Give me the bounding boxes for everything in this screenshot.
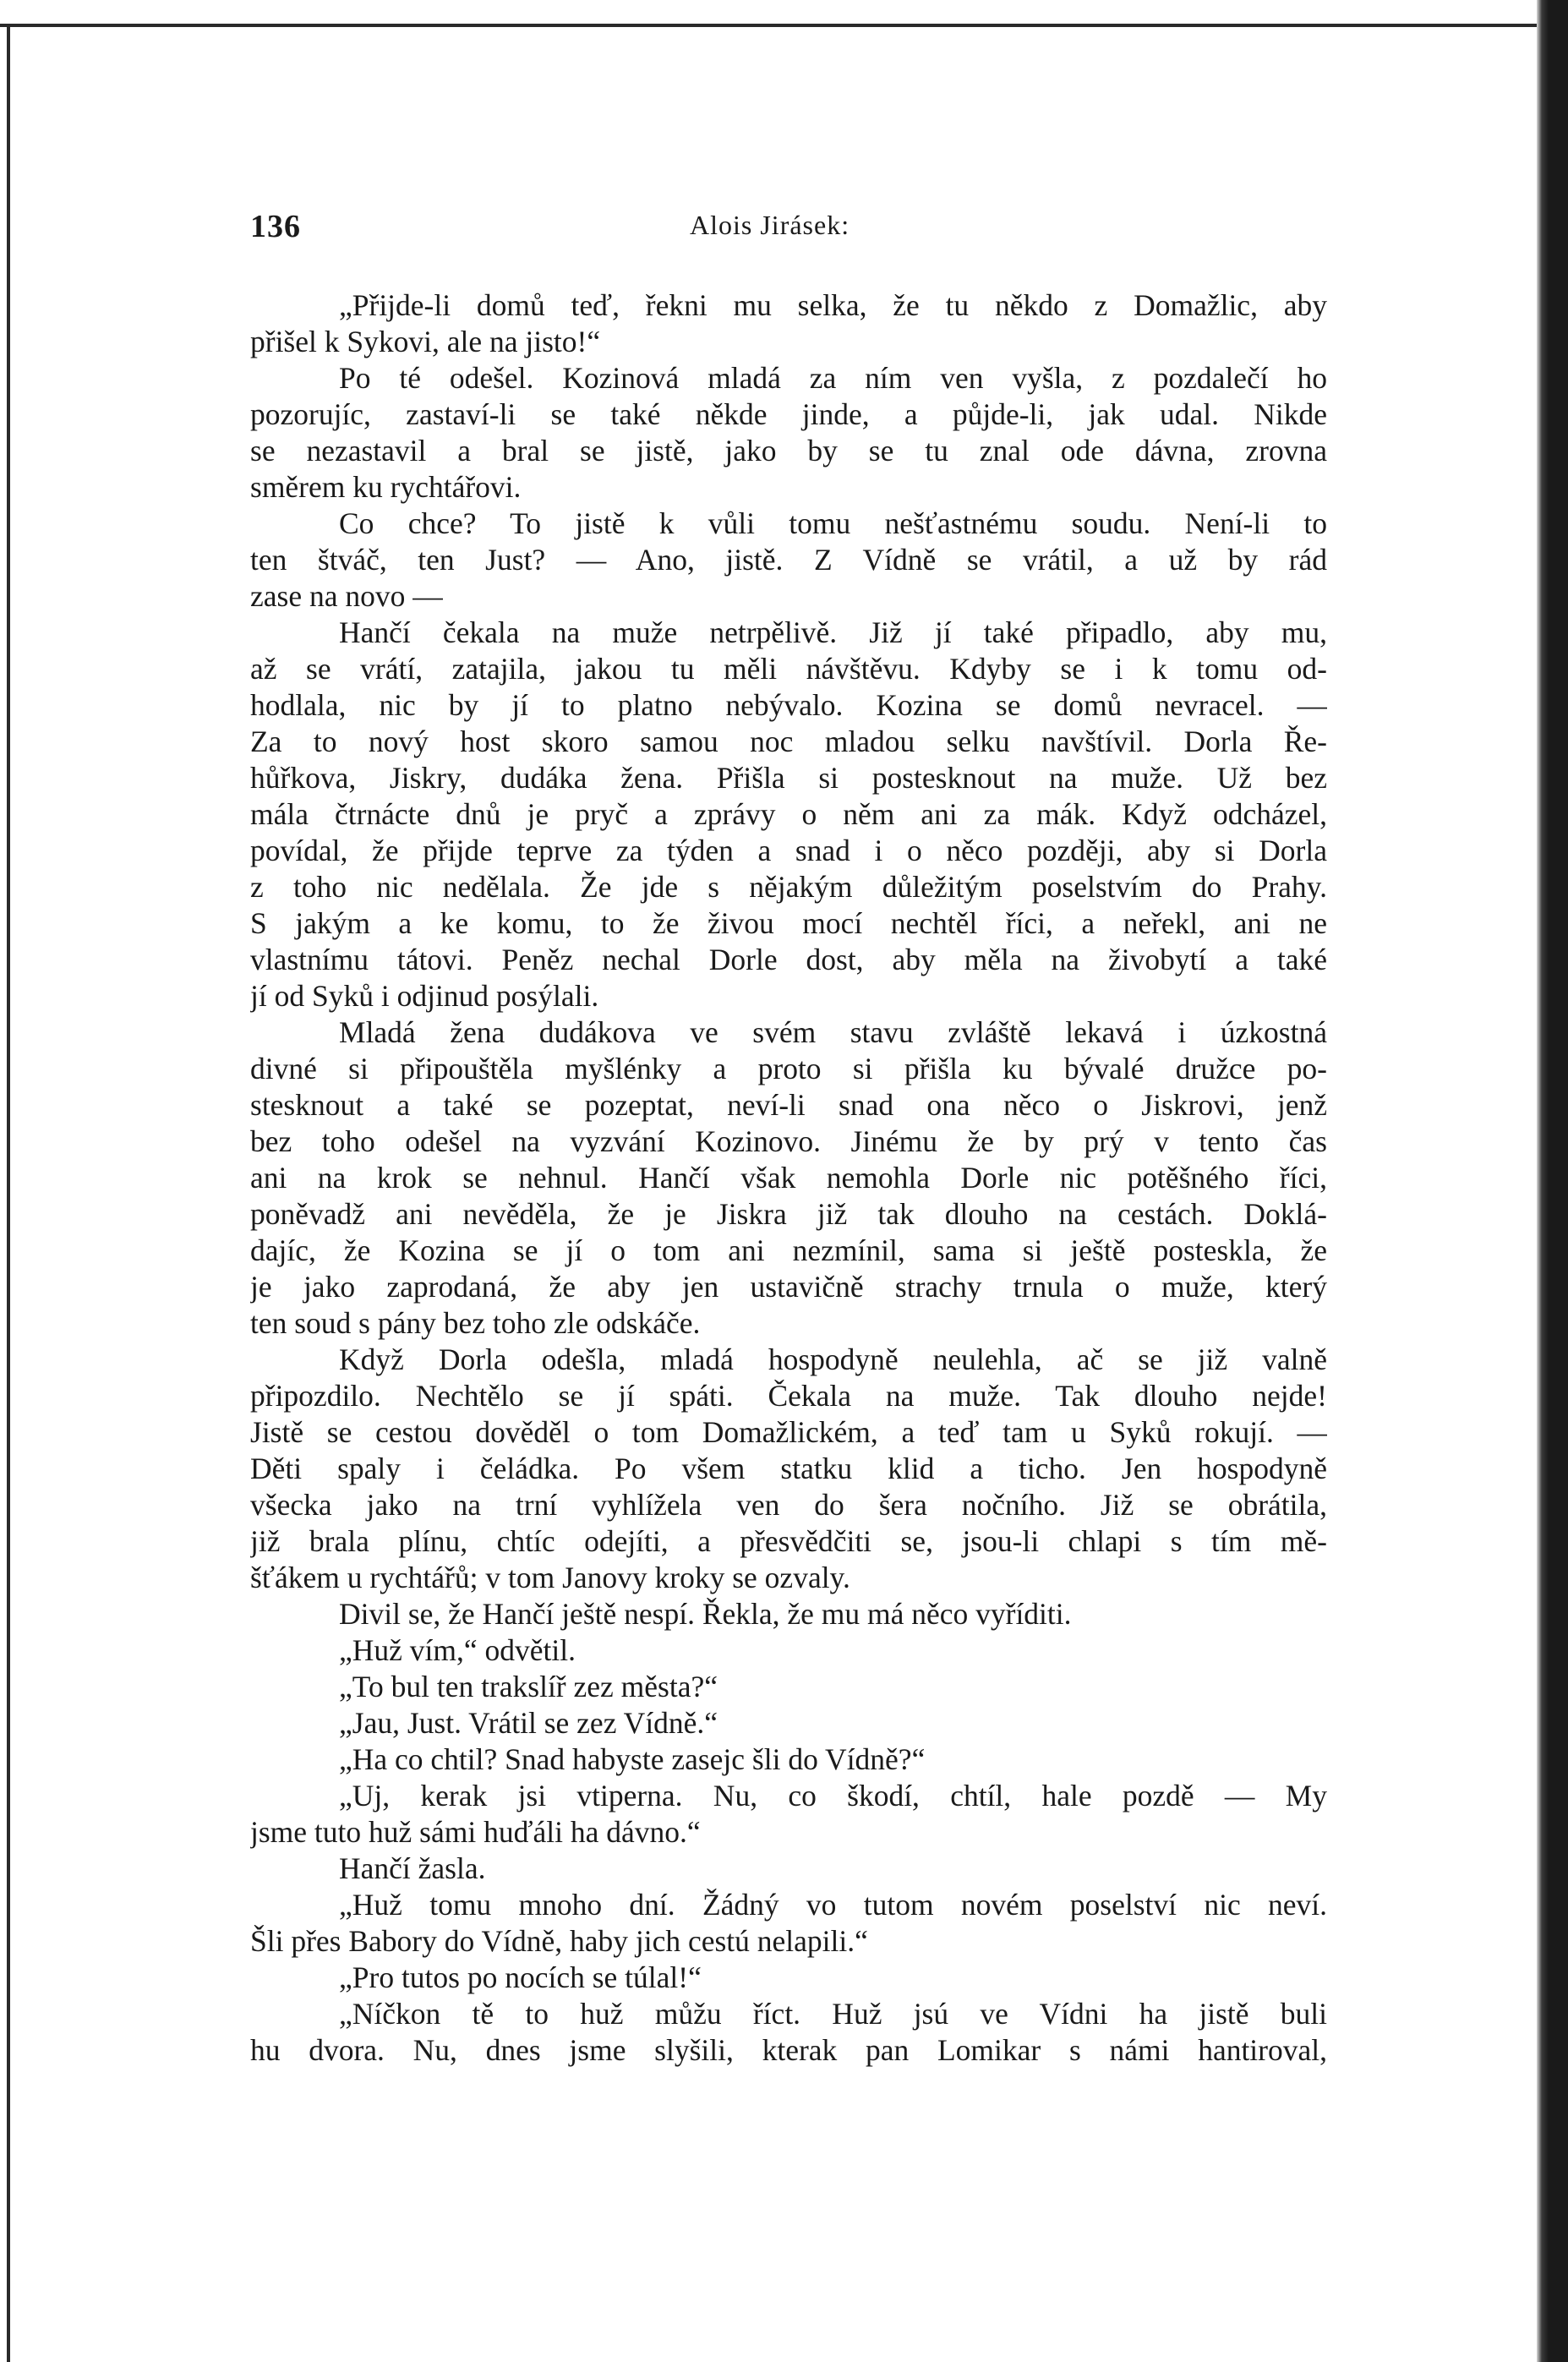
- text-line: pozorujíc, zastaví-li se také někde jinde, a půjde-li, jak udal. Nikde: [250, 397, 1327, 431]
- text-line: „Uj, kerak jsi vtiperna. Nu, co škodí, chtíl, hale pozdě — My: [339, 1779, 1327, 1813]
- text-line: všecka jako na trní vyhlížela ven do šera nočního. Již se obrátila,: [250, 1488, 1327, 1522]
- text-line: Děti spaly i čeládka. Po všem statku klid a ticho. Jen hospodyně: [250, 1452, 1327, 1485]
- text-line: hu dvora. Nu, dnes jsme slyšili, kterak pan Lomikar s námi hantiroval,: [250, 2033, 1327, 2067]
- text-line: jsme tuto huž sámi huďáli ha dávno.“: [250, 1815, 701, 1849]
- text-line: Jistě se cestou dověděl o tom Domažlickém, a teď tam u Syků rokují. —: [250, 1415, 1327, 1449]
- text-line: Za to nový host skoro samou noc mladou selku navštívil. Dorla Ře-: [250, 724, 1327, 758]
- text-line: „Ha co chtil? Snad habyste zasejc šli do Vídně?“: [339, 1742, 926, 1776]
- text-line: Hančí čekala na muže netrpělivě. Již jí také připadlo, aby mu,: [339, 615, 1327, 649]
- text-line: Mladá žena dudákova ve svém stavu zvláště lekavá i úzkostná: [339, 1015, 1327, 1049]
- text-line: směrem ku rychtářovi.: [250, 470, 522, 504]
- text-line: „Přijde-li domů teď, řekni mu selka, že tu někdo z Domažlic, aby: [339, 288, 1327, 322]
- text-line: bez toho odešel na vyzvání Kozinovo. Jinému že by prý v tento čas: [250, 1124, 1327, 1158]
- text-line: vlastnímu tátovi. Peněz nechal Dorle dost, aby měla na živobytí a také: [250, 943, 1327, 976]
- text-line: stesknout a také se pozeptat, neví-li snad ona něco o Jiskrovi, jenž: [250, 1088, 1327, 1122]
- scan-border-left: [7, 24, 10, 2362]
- text-line: z toho nic nedělala. Že jde s nějakým důležitým poselstvím do Prahy.: [250, 870, 1327, 904]
- text-line: hůřkova, Jiskry, dudáka žena. Přišla si postesknout na muže. Už bez: [250, 761, 1327, 795]
- body-text: [250, 287, 1327, 2069]
- text-line: Po té odešel. Kozinová mladá za ním ven vyšla, z pozdalečí ho: [339, 361, 1327, 395]
- text-line: „Huž vím,“ odvětil.: [339, 1633, 576, 1667]
- page-number: 136: [250, 209, 301, 244]
- text-line: až se vrátí, zatajila, jakou tu měli návštěvu. Kdyby se i k tomu od-: [250, 652, 1327, 686]
- text-line: připozdilo. Nechtělo se jí spáti. Čekala na muže. Tak dlouho nejde!: [250, 1379, 1327, 1413]
- text-line: Hančí žasla.: [339, 1851, 486, 1885]
- text-line: mála čtrnácte dnů je pryč a zprávy o něm ani za mák. Když odcházel,: [250, 797, 1327, 831]
- text-line: poněvadž ani nevěděla, že je Jiskra již tak dlouho na cestách. Doklá-: [250, 1197, 1327, 1231]
- text-line: Když Dorla odešla, mladá hospodyně neulehla, ač se již valně: [339, 1342, 1327, 1376]
- text-line: zase na novo —: [250, 579, 443, 613]
- text-line: S jakým a ke komu, to že živou mocí nechtěl říci, a neřekl, ani ne: [250, 906, 1327, 940]
- text-line: přišel k Sykovi, ale na jisto!“: [250, 325, 601, 358]
- text-line: Šli přes Babory do Vídně, haby jich cestú nelapili.“: [250, 1924, 868, 1958]
- text-line: dajíc, že Kozina se jí o tom ani nezmínil, sama si ještě posteskla, že: [250, 1233, 1327, 1267]
- scan-border-top: [0, 24, 1568, 27]
- text-line: Divil se, že Hančí ještě nespí. Řekla, že mu má něco vyříditi.: [339, 1597, 1072, 1631]
- scan-border-right: [1537, 0, 1568, 2362]
- page-top-margin: [0, 0, 1568, 24]
- text-line: již brala plínu, chtíc odejíti, a přesvědčiti se, jsou-li chlapi s tím mě-: [250, 1524, 1327, 1558]
- text-line: hodlala, nic by jí to platno nebývalo. Kozina se domů nevracel. —: [250, 688, 1327, 722]
- page-header: [250, 208, 1324, 252]
- text-line: ani na krok se nehnul. Hančí však nemohla Dorle nic potěšného říci,: [250, 1161, 1327, 1195]
- text-line: šťákem u rychtářů; v tom Janovy kroky se ozvaly.: [250, 1561, 850, 1594]
- text-line: Co chce? To jistě k vůli tomu nešťastnému soudu. Není-li to: [339, 506, 1327, 540]
- text-line: ten soud s pány bez toho zle odskáče.: [250, 1306, 701, 1340]
- text-line: „Huž tomu mnoho dní. Žádný vo tutom novém poselství nic neví.: [339, 1888, 1327, 1922]
- text-line: jí od Syků i odjinud posýlali.: [250, 979, 599, 1013]
- text-line: povídal, že přijde teprve za týden a snad i o něco později, aby si Dorla: [250, 834, 1327, 867]
- text-line: „Jau, Just. Vrátil se zez Vídně.“: [339, 1706, 718, 1740]
- text-line: se nezastavil a bral se jistě, jako by se tu znal ode dávna, zrovna: [250, 434, 1327, 467]
- text-line: „Pro tutos po nocích se túlal!“: [339, 1960, 702, 1994]
- text-line: „To bul ten trakslíř zez města?“: [339, 1670, 718, 1703]
- text-line: ten štváč, ten Just? — Ano, jistě. Z Vídně se vrátil, a už by rád: [250, 543, 1327, 577]
- text-line: je jako zaprodaná, že aby jen ustavičně strachy trnula o muže, který: [250, 1270, 1327, 1304]
- running-head: Alois Jirásek:: [690, 210, 850, 240]
- text-line: divné si připouštěla myšlénky a proto si přišla ku bývalé družce po-: [250, 1052, 1327, 1085]
- text-line: „Níčkon tě to huž můžu říct. Huž jsú ve Vídni ha jistě buli: [339, 1997, 1327, 2031]
